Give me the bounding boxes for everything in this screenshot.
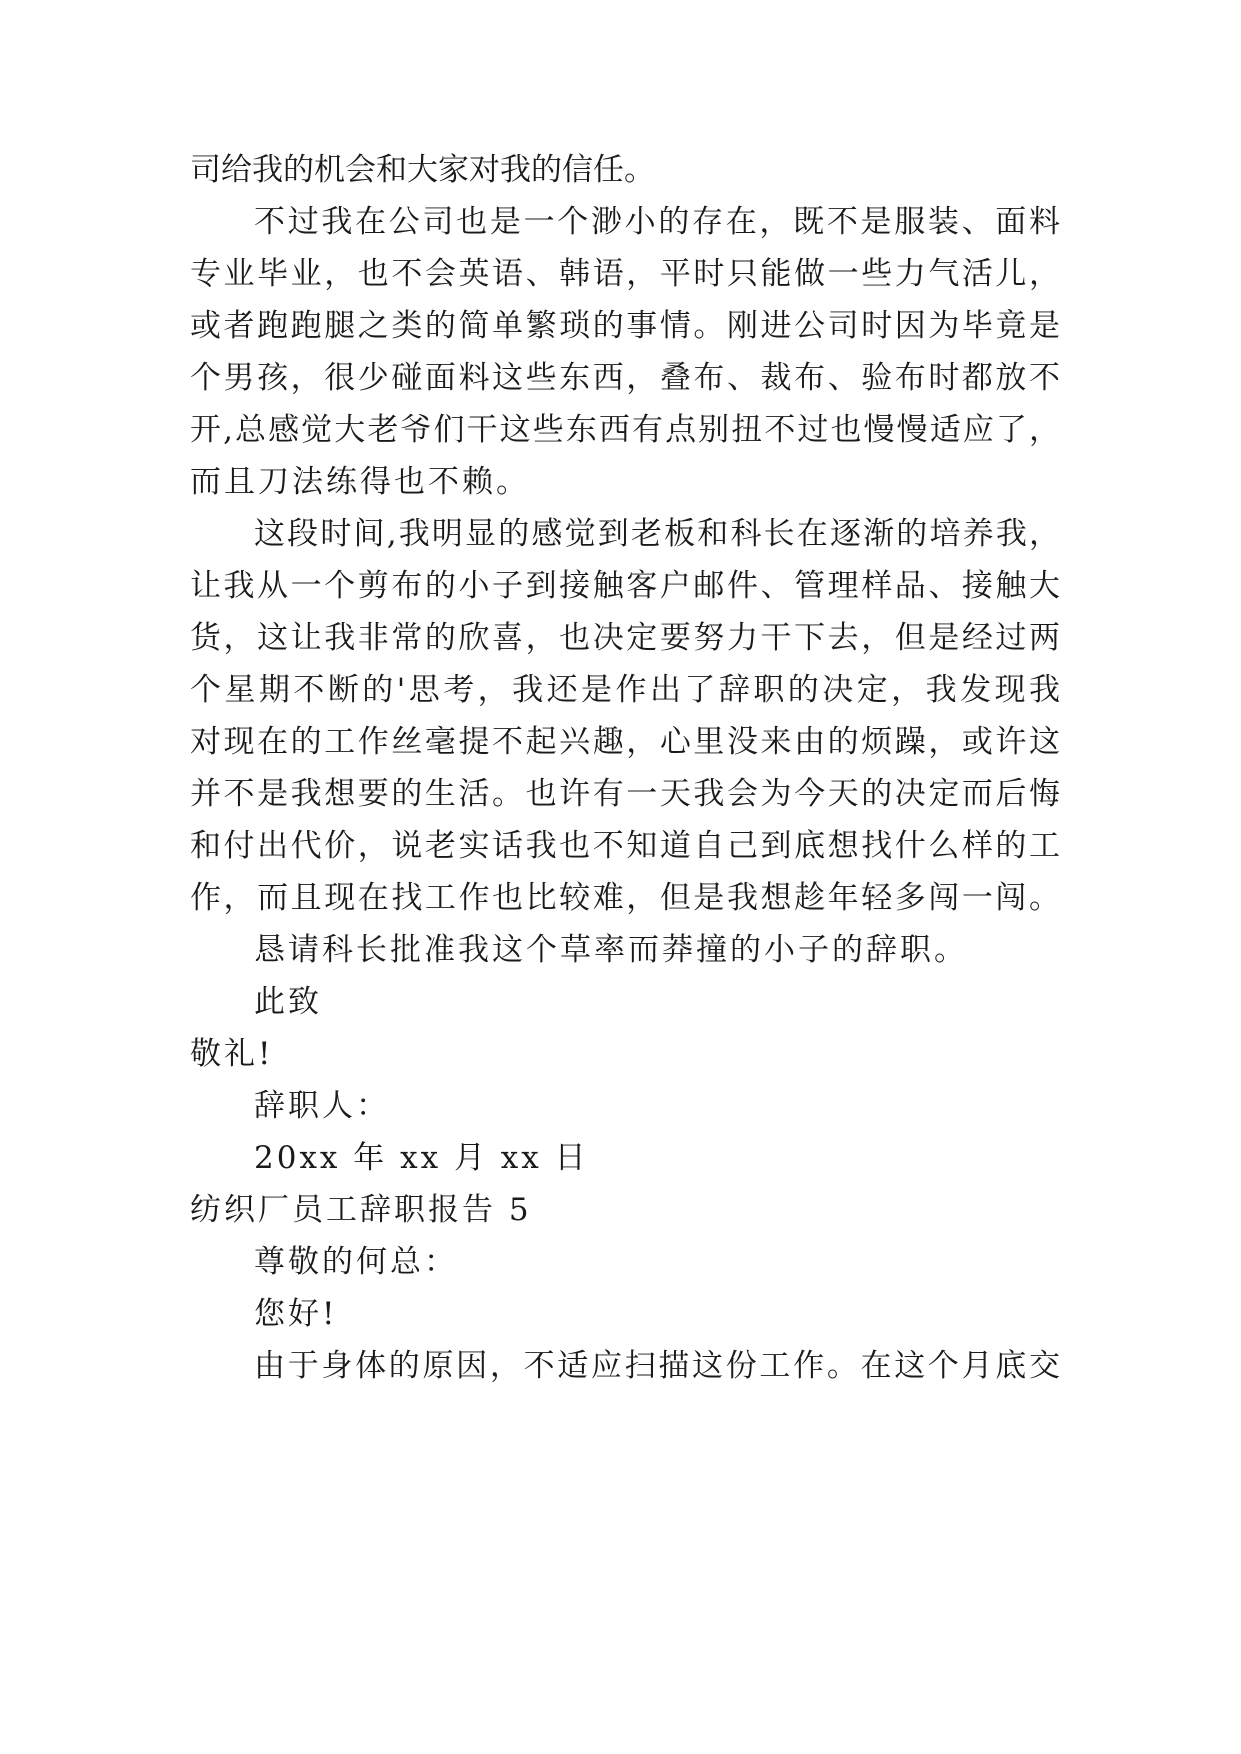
date-line: 20xx 年 xx 月 xx 日: [254, 1140, 589, 1176]
paragraph-line: 司给我的机会和大家对我的信任。: [190, 152, 655, 188]
greeting-recipient: 尊敬的何总：: [254, 1244, 458, 1280]
closing-respect: 敬礼!: [190, 1036, 274, 1072]
paragraph-line: 和付出代价，说老实话我也不知道自己到底想找什么样的工: [190, 828, 1060, 864]
paragraph-line: 不过我在公司也是一个渺小的存在，既不是服装、面料: [254, 204, 1060, 240]
closing-salutation: 此致: [254, 984, 322, 1020]
paragraph-line: 恳请科长批准我这个草率而莽撞的小子的辞职。: [254, 932, 968, 968]
paragraph-line: 作，而且现在找工作也比较难，但是我想趁年轻多闯一闯。: [190, 880, 1060, 916]
paragraph-line: 并不是我想要的生活。也许有一天我会为今天的决定而后悔: [190, 776, 1060, 812]
paragraph-line: 个星期不断的'思考，我还是作出了辞职的决定，我发现我: [190, 672, 1060, 708]
paragraph-line: 由于身体的原因，不适应扫描这份工作。在这个月底交: [254, 1348, 1060, 1384]
paragraph-line: 货，这让我非常的欣喜，也决定要努力干下去，但是经过两: [190, 620, 1060, 656]
paragraph-line: 让我从一个剪布的小子到接触客户邮件、管理样品、接触大: [190, 568, 1060, 604]
paragraph-line: 对现在的工作丝毫提不起兴趣，心里没来由的烦躁，或许这: [190, 724, 1060, 760]
paragraph-line: 而且刀法练得也不赖。: [190, 464, 530, 500]
section-heading: 纺织厂员工辞职报告 5: [190, 1192, 532, 1228]
paragraph-line: 或者跑跑腿之类的简单繁琐的事情。刚进公司时因为毕竟是: [190, 308, 1060, 344]
paragraph-line: 开,总感觉大老爷们干这些东西有点别扭不过也慢慢适应了，: [190, 412, 1060, 448]
paragraph-line: 这段时间,我明显的感觉到老板和科长在逐渐的培养我，: [254, 516, 1060, 552]
signature-label: 辞职人：: [254, 1088, 390, 1124]
paragraph-line: 个男孩，很少碰面料这些东西，叠布、裁布、验布时都放不: [190, 360, 1060, 396]
paragraph-line: 专业毕业，也不会英语、韩语，平时只能做一些力气活儿，: [190, 256, 1060, 292]
greeting-hello: 您好!: [254, 1296, 338, 1332]
